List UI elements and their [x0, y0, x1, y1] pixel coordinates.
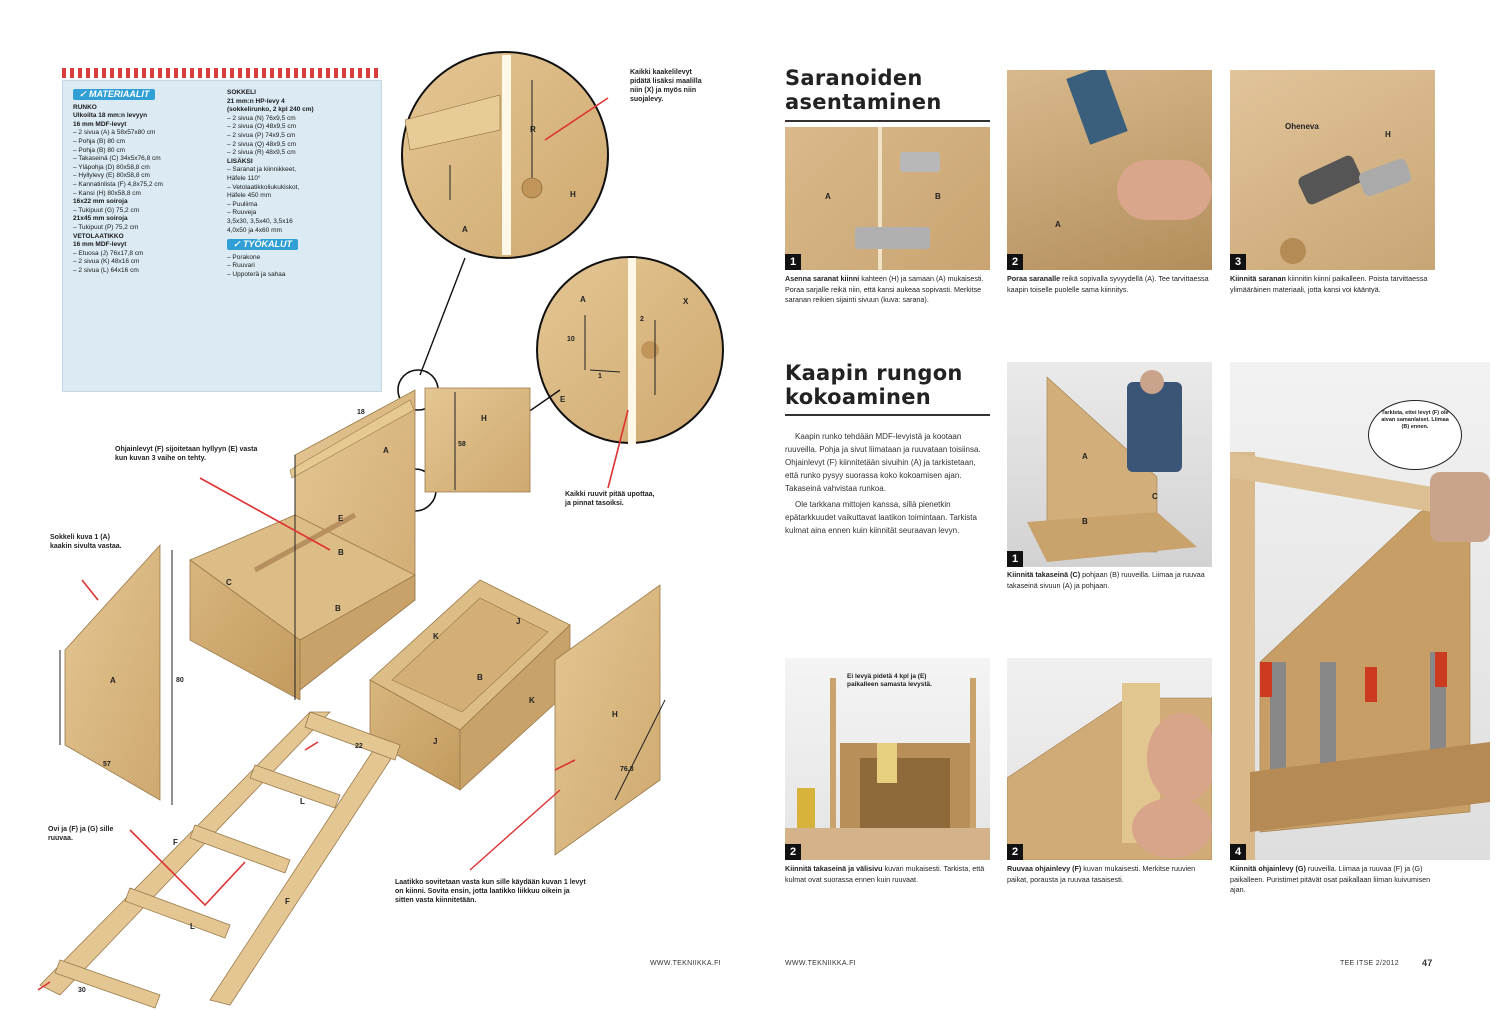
dimension-label: 22: [355, 743, 363, 750]
materials-tag: ✓ MATERIAALIT: [73, 89, 155, 100]
callout-cabinet: Ohjainlevyt (F) sijoitetaan hyllyyn (E) vasta kun kuvan 3 vaihe on tehty.: [115, 446, 258, 462]
materials-line: Ulkoilta 18 mm:n levyyn: [73, 112, 148, 120]
part-letter-label: H: [570, 190, 576, 199]
materials-line: – 2 sivua (O) 48x9,5 cm: [227, 123, 296, 131]
materials-line: – Kansi (H) 80x58,8 cm: [73, 189, 141, 197]
section-rule: [785, 120, 990, 122]
part-letter-label: C: [226, 578, 232, 587]
materials-line: – Pohja (B) 80 cm: [73, 146, 126, 154]
materials-line: – 2 sivua (L) 64x16 cm: [73, 266, 139, 274]
dimension-label: 30: [78, 987, 86, 994]
part-letter-label: C: [1152, 492, 1158, 501]
part-letter-label: Oheneva: [1285, 122, 1319, 131]
callout-right-circle: Kaikki ruuvit pitää upottaa, ja pinnat tasoiksi.: [565, 491, 655, 507]
materials-line: – Pohja (B) 80 cm: [73, 137, 126, 145]
materials-line: – Puuliima: [227, 200, 258, 208]
materials-line: VETOLAATIKKO: [73, 232, 124, 240]
part-letter-label: B: [338, 548, 344, 557]
part-letter-label: J: [516, 617, 521, 626]
callout-hinge-top: Kaikki kaakelilevyt pidätä lisäksi maalilla niin (X) ja myös niin suojalevy.: [630, 69, 702, 103]
footer-website-right: WWW.TEKNIIKKA.FI: [785, 960, 856, 967]
part-letter-label: A: [825, 192, 831, 201]
dimension-label: 76,8: [620, 766, 634, 773]
side-panel-h: [555, 585, 660, 855]
caption-frame-3: Ruuvaa ohjainlevy (F) kuvan mukaisesti. Merkitse ruuvien paikat, porausta ja ruuvaa tasaisesti.: [1007, 864, 1196, 884]
materials-line: – Takaseinä (C) 34x5x76,8 cm: [73, 155, 161, 163]
tools-line: – Uppoterä ja sahaa: [227, 270, 286, 278]
tools-line: – Porakone: [227, 253, 261, 261]
part-letter-label: A: [462, 225, 468, 234]
part-letter-label: A: [1082, 452, 1088, 461]
caption-hinge-1: Asenna saranat kiinni kahteen (H) ja samaan (A) mukaisesti. Poraa sarjalle reikä niin, että kansi aukeaa sopivasti. Merkitse saranan reikien sijainti sivuun (kuva: sarana).: [785, 274, 984, 304]
materials-line: – 2 sivua (Q) 48x9,5 cm: [227, 140, 296, 148]
section-title-frame: Kaapin rungon kokoaminen: [785, 361, 963, 409]
note-bubble-text: Tarkista, ettei levyt (F) ole aivan samanlaiset. Liimaa (B) ennen.: [1381, 410, 1449, 430]
part-letter-label: H: [612, 710, 618, 719]
caption-hinge-2: Poraa saranalle reikä sopivalla syvyydellä (A). Tee tarvittaessa kaapin toiselle puolelle sama kiinnitys.: [1007, 274, 1209, 294]
photo-hinge-1: A B 1: [785, 127, 990, 270]
part-letter-label: L: [190, 922, 195, 931]
part-letter-label: A: [1055, 220, 1061, 229]
materials-line: Häfele 450 mm: [227, 192, 272, 200]
photo-hinge-3: Oheneva H 3: [1230, 70, 1435, 270]
materials-line: – 2 sivua (K) 48x16 cm: [73, 258, 140, 266]
footer-website-left: WWW.TEKNIIKKA.FI: [650, 960, 721, 967]
back-panel: [425, 388, 530, 492]
callout-bottom: Laatikko sovitetaan vasta kun sille käydään kuvan 1 levyt on kiinni. Sovita ensin, jotta laatikko liikkuu oikein ja sitten vasta kiinnitetään.: [395, 879, 586, 904]
part-letter-label: A: [110, 676, 116, 685]
materials-line: – 2 sivua (A) à 58x57x80 cm: [73, 129, 156, 137]
photo-frame-1: A C B 1: [1007, 362, 1212, 567]
footer-issue: TEE ITSE 2/2012: [1340, 960, 1399, 967]
materials-line: 16 mm MDF-levyt: [73, 241, 127, 249]
caption-frame-2: Kiinnitä takaseinä ja välisivu kuvan mukaisesti. Tarkista, että kulmat ovat suorassa ennen kuin ruuvaat.: [785, 864, 985, 884]
side-panel-a: [65, 545, 160, 800]
part-letter-label: X: [683, 297, 689, 306]
materials-line: RUNKO: [73, 103, 97, 111]
materials-line: – 2 sivua (N) 76x9,5 cm: [227, 114, 296, 122]
part-letter-label: L: [300, 797, 305, 806]
dimension-label: 2: [640, 316, 644, 323]
tools-line: – Ruuvari: [227, 262, 255, 270]
tools-tag: ✓ TYÖKALUT: [227, 239, 298, 250]
photo-hinge-2: A 2: [1007, 70, 1212, 270]
section-title-hinges: Saranoiden asentaminen: [785, 66, 942, 114]
dimension-label: 58: [458, 441, 466, 448]
photo-frame-4: Tarkista, ettei levyt (F) ole aivan samanlaiset. Liimaa (B) ennen. 4: [1230, 362, 1490, 860]
materials-line: 21x45 mm soiroja: [73, 215, 128, 223]
part-letter-label: B: [335, 604, 341, 613]
materials-line: – Yläpohja (D) 80x58,8 cm: [73, 163, 150, 171]
cabinet-carcass: [190, 390, 415, 700]
materials-line: – 2 sivua (R) 48x9,5 cm: [227, 149, 296, 157]
part-letter-label: A: [580, 295, 586, 304]
part-letter-label: R: [530, 125, 536, 134]
page-number: 47: [1422, 958, 1433, 968]
materials-line: 21 mm:n HP-levy 4: [227, 97, 285, 105]
part-letter-label: J: [433, 737, 438, 746]
part-letter-label: K: [433, 632, 439, 641]
materials-line: – Hyllylevy (E) 80x58,8 cm: [73, 172, 150, 180]
dimension-label: 1: [598, 373, 602, 380]
callout-left-side: Sokkeli kuva 1 (A) kaakin sivulta vastaa.: [50, 534, 122, 550]
materials-line: 16 mm MDF-levyt: [73, 120, 127, 128]
photo-note: Ei levyä pidetä 4 kpl ja (E) paikalleen samasta levystä.: [847, 673, 932, 688]
caption-frame-4: Kiinnitä ohjainlevy (G) ruuveilla. Liimaa ja ruuvaa (F) ja (G) paikalleen. Puristimet pitävät osat paikallaan liiman kuivumisen ajan.: [1230, 864, 1431, 894]
part-letter-label: H: [481, 414, 487, 423]
materials-line: SOKKELI: [227, 89, 256, 96]
materials-line: – Ruuveja: [227, 209, 257, 217]
materials-line: – Tukipuut (P) 75,2 cm: [73, 223, 139, 231]
section-rule: [785, 414, 990, 416]
materials-line: Häfele 110°: [227, 174, 261, 182]
materials-line: 3,5x30, 3,5x40, 3,5x16: [227, 217, 293, 225]
dimension-label: 57: [103, 761, 111, 768]
part-letter-label: K: [529, 696, 535, 705]
materials-line: – Tukipuut (G) 75,2 cm: [73, 206, 140, 214]
materials-line: – Vetolaatikkoliukukiskot,: [227, 183, 300, 191]
part-letter-label: F: [285, 897, 290, 906]
materials-line: – Saranat ja kiinnikkeet,: [227, 166, 297, 174]
materials-line: (sokkelirunko, 2 kpl 240 cm): [227, 106, 314, 114]
part-letter-label: E: [338, 514, 344, 523]
photo-frame-2: Ei levyä pidetä 4 kpl ja (E) paikalleen samasta levystä. 2: [785, 658, 990, 860]
caption-frame-1: Kiinnitä takaseinä (C) pohjaan (B) ruuveilla. Liimaa ja ruuvaa takaseinä sivuun (A) ja pohjaan.: [1007, 570, 1205, 590]
materials-line: – 2 sivua (P) 74x9,5 cm: [227, 131, 296, 139]
materials-line: 16x22 mm soiroja: [73, 198, 128, 206]
photo-frame-3: 2: [1007, 658, 1212, 860]
body-text: Kaapin runko tehdään MDF-levyistä ja kootaan ruuveilla. Pohja ja sivut liimataan ja ruuvataan toisiinsa. Ohjainlevyt (F) kiinnitetään sivuihin (A) ja tarkistetaan, että runko pysyy suorassa koko kokoamisen ajan. Takaseinä vahvistaa runkoa. Ole tarkkana mittojen kanssa, sillä pienetkin epätarkkuudet vaikuttavat laatikon toimintaan. Tarkista kulmat aina ennen kuin kiinnität seuraavan levyn.: [785, 432, 981, 535]
part-letter-label: B: [1082, 517, 1088, 526]
part-letter-label: B: [477, 673, 483, 682]
dimension-label: 10: [567, 336, 575, 343]
part-letter-label: A: [383, 446, 389, 455]
detail-circle-right: [537, 257, 723, 488]
part-letter-label: F: [173, 838, 178, 847]
materials-line: LISÄKSI: [227, 157, 253, 165]
part-letter-label: E: [560, 395, 566, 404]
detail-circle-top: [402, 52, 608, 258]
materials-line: – Etuosa (J) 76x17,8 cm: [73, 249, 144, 257]
dimension-label: 80: [176, 677, 184, 684]
materials-line: – Kannatinlista (F) 4,8x75,2 cm: [73, 180, 163, 188]
dimension-label: 18: [357, 409, 365, 416]
part-letter-label: B: [935, 192, 941, 201]
caption-hinge-3: Kiinnitä saranan kiinnitin kiinni paikalleen. Poista tarvittaessa ylimääräinen materiaali, jotta kansi voi kääntyä.: [1230, 274, 1428, 294]
part-letter-label: H: [1385, 130, 1391, 139]
materials-line: 4,0x50 ja 4x60 mm: [227, 226, 282, 234]
callout-frame: Ovi ja (F) ja (G) sille ruuvaa.: [48, 826, 114, 842]
